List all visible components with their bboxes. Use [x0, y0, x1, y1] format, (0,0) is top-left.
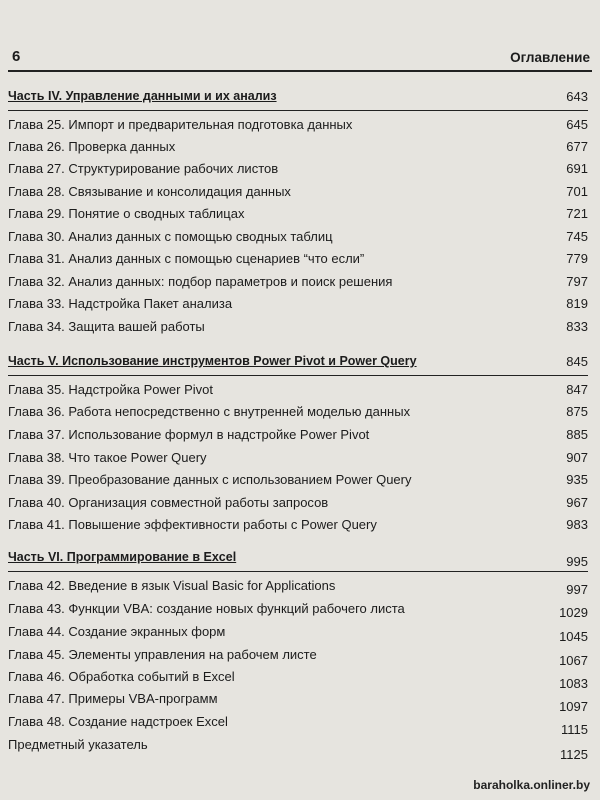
chapter-page: 1097: [559, 699, 588, 714]
header-rule: [8, 70, 592, 72]
index-title: Предметный указатель: [8, 737, 148, 752]
toc-row: [8, 737, 588, 762]
chapter-title: Глава 33. Надстройка Пакет анализа: [8, 296, 233, 311]
toc-row: [8, 382, 588, 402]
part-page: 643: [566, 89, 588, 104]
chapter-title: Глава 40. Организация совместной работы запросов: [8, 495, 329, 510]
toc-row: [8, 714, 588, 737]
chapter-page: 701: [566, 184, 588, 199]
chapter-page: 1067: [559, 653, 588, 668]
chapter-page: 819: [566, 296, 588, 311]
chapter-page: 1115: [561, 722, 588, 737]
part-page: 845: [566, 354, 588, 369]
chapter-page: 797: [566, 274, 588, 289]
part-rule: [8, 110, 588, 112]
part-rule: [8, 375, 588, 377]
chapter-title: Глава 37. Использование формул в надстройке Power Pivot: [8, 427, 370, 442]
toc-row: [8, 274, 588, 294]
chapter-page: 779: [566, 251, 588, 266]
chapter-page: 875: [566, 404, 588, 419]
part-heading-5: [8, 354, 588, 376]
chapter-page: 983: [566, 517, 588, 532]
chapter-page: 833: [566, 319, 588, 334]
chapter-title: Глава 38. Что такое Power Query: [8, 450, 207, 465]
toc-row: [8, 139, 588, 159]
page-header: [12, 48, 590, 70]
chapter-title: Глава 28. Связывание и консолидация данных: [8, 184, 291, 199]
chapter-title: Глава 41. Повышение эффективности работы с Power Query: [8, 517, 377, 532]
toc-row: [8, 450, 588, 470]
chapter-title: Глава 29. Понятие о сводных таблицах: [8, 206, 245, 221]
toc-row: [8, 251, 588, 271]
chapter-title: Глава 47. Примеры VBA-программ: [8, 691, 218, 706]
page-number: 6: [12, 48, 21, 65]
chapter-title: Глава 36. Работа непосредственно с внутренней моделью данных: [8, 404, 411, 419]
toc-row: [8, 229, 588, 249]
chapter-page: 907: [566, 450, 588, 465]
chapter-page: 1083: [559, 676, 588, 691]
chapter-title: Глава 45. Элементы управления на рабочем листе: [8, 647, 317, 662]
watermark: baraholka.onliner.by: [473, 778, 590, 792]
index-page: 1125: [560, 747, 588, 762]
chapter-title: Глава 30. Анализ данных с помощью сводных таблиц: [8, 229, 333, 244]
chapter-page: 935: [566, 472, 588, 487]
chapter-title: Глава 25. Импорт и предварительная подготовка данных: [8, 117, 353, 132]
toc-row: [8, 117, 588, 137]
toc-row: [8, 624, 588, 644]
part-rule: [8, 571, 588, 573]
chapter-title: Глава 44. Создание экранных форм: [8, 624, 226, 639]
page-title: Оглавление: [510, 50, 590, 65]
toc-row: [8, 404, 588, 424]
chapter-title: Глава 27. Структурирование рабочих листов: [8, 161, 279, 176]
chapter-page: 745: [566, 229, 588, 244]
toc-row: [8, 427, 588, 447]
part-heading-4: [8, 89, 588, 111]
part-title: Часть V. Использование инструментов Power Pivot и Power Query: [8, 354, 417, 368]
toc-row: [8, 578, 588, 598]
chapter-page: 967: [566, 495, 588, 510]
toc-row: [8, 161, 588, 181]
chapter-page: 885: [566, 427, 588, 442]
toc-row: [8, 296, 588, 316]
toc-row: [8, 495, 588, 515]
toc-row: [8, 472, 588, 492]
chapter-page: 677: [566, 139, 588, 154]
toc-row: [8, 647, 588, 667]
chapter-title: Глава 42. Введение в язык Visual Basic for Applications: [8, 578, 336, 593]
toc-row: [8, 601, 588, 621]
chapter-page: 1045: [559, 629, 588, 644]
chapter-title: Глава 43. Функции VBA: создание новых функций рабочего листа: [8, 601, 405, 616]
part-title: Часть VI. Программирование в Excel: [8, 550, 237, 564]
chapter-title: Глава 35. Надстройка Power Pivot: [8, 382, 213, 397]
toc-row: [8, 319, 588, 339]
chapter-page: 645: [566, 117, 588, 132]
chapter-title: Глава 31. Анализ данных с помощью сценариев “что если”: [8, 251, 365, 266]
chapter-page: 1029: [559, 605, 588, 620]
chapter-page: 997: [566, 582, 588, 597]
chapter-page: 847: [566, 382, 588, 397]
chapter-title: Глава 39. Преобразование данных с использованием Power Query: [8, 472, 412, 487]
chapter-title: Глава 48. Создание надстроек Excel: [8, 714, 228, 729]
chapter-title: Глава 32. Анализ данных: подбор параметров и поиск решения: [8, 274, 393, 289]
chapter-page: 721: [566, 206, 588, 221]
chapter-title: Глава 46. Обработка событий в Excel: [8, 669, 235, 684]
toc-row: [8, 669, 588, 689]
part-page: 995: [566, 554, 588, 569]
toc-row: [8, 517, 588, 537]
toc-row: [8, 691, 588, 714]
chapter-title: Глава 26. Проверка данных: [8, 139, 176, 154]
chapter-page: 691: [566, 161, 588, 176]
toc-row: [8, 206, 588, 226]
part-title: Часть IV. Управление данными и их анализ: [8, 89, 277, 103]
toc-row: [8, 184, 588, 204]
part-heading-6: [8, 550, 588, 572]
chapter-title: Глава 34. Защита вашей работы: [8, 319, 205, 334]
